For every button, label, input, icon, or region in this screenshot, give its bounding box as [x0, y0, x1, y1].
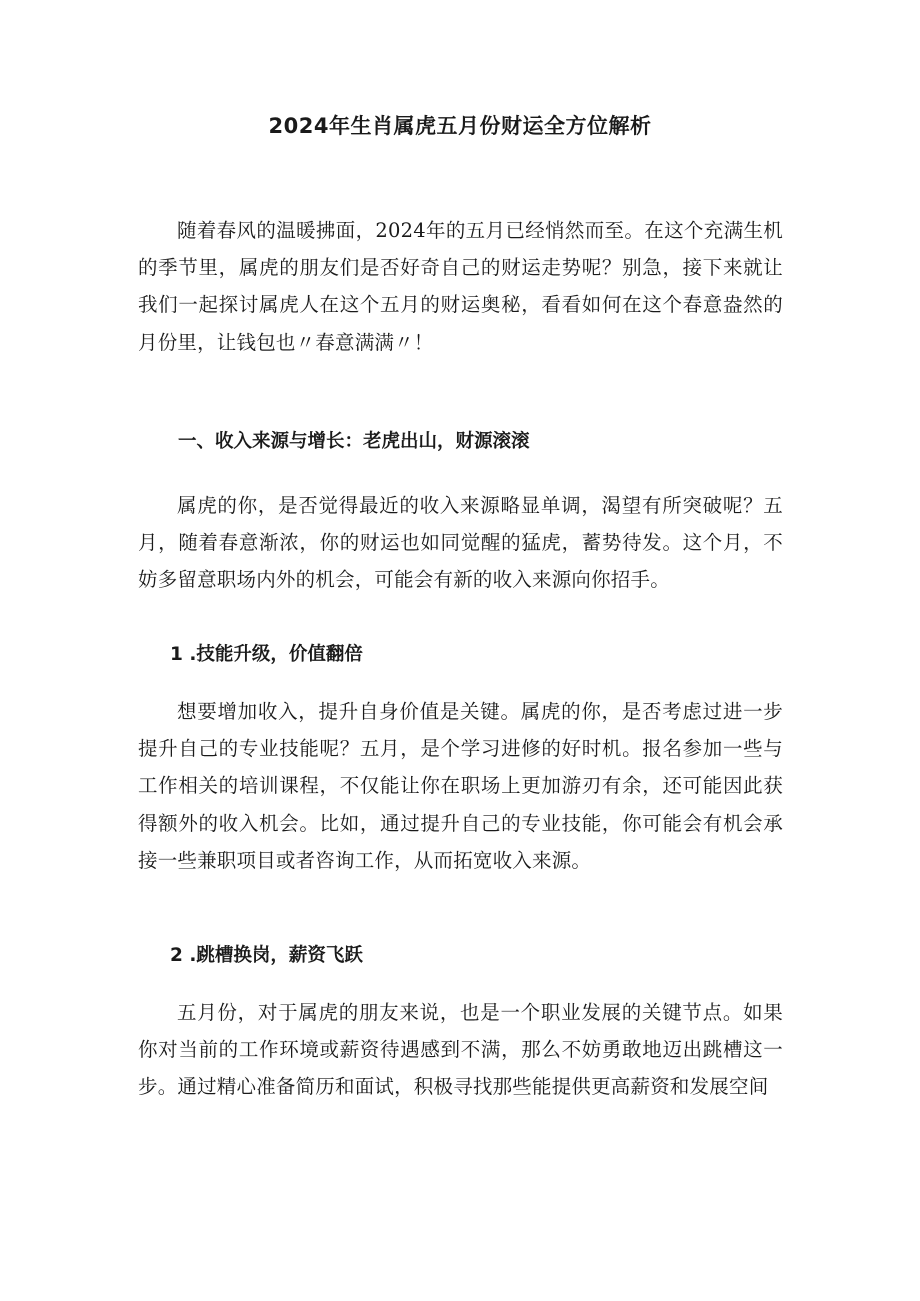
subsection-paragraph-job-change: 五月份，对于属虎的朋友来说，也是一个职业发展的关键节点。如果你对当前的工作环境或薪资待遇感到不满，那么不妨勇敢地迈出跳槽这一步。通过精心准备简历和面试，积极寻找那些能提供更高薪资和发展空间 [138, 1001, 783, 1099]
intro-paragraph: 随着春风的温暖拂面，2024年的五月已经悄然而至。在这个充满生机的季节里，属虎的朋友们是否好奇自己的财运走势呢？别急，接下来就让我们一起探讨属虎人在这个五月的财运奥秘，看看如何在这个春意盎然的月份里，让钱包也〃春意满满〃！ [138, 219, 783, 354]
section-paragraph-income: 属虎的你，是否觉得最近的收入来源略显单调，渴望有所突破呢？五月，随着春意渐浓，你的财运也如同觉醒的猛虎，蓄势待发。这个月，不妨多留意职场内外的机会，可能会有新的收入来源向你招手。 [138, 494, 783, 592]
page-title: 2024年生肖属虎五月份财运全方位解析 [268, 114, 652, 138]
subsection-heading-job-change: 2 .跳槽换岗，薪资飞跃 [170, 945, 363, 966]
subsection-heading-skills: 1 .技能升级，价值翻倍 [170, 644, 363, 665]
section-heading-income: 一、收入来源与增长：老虎出山，财源滚滚 [178, 431, 530, 452]
subsection-paragraph-skills: 想要增加收入，提升自身价值是关键。属虎的你，是否考虑过进一步提升自己的专业技能呢？五月，是个学习进修的好时机。报名参加一些与工作相关的培训课程，不仅能让你在职场上更加游刃有余，还可能因此获得额外的收入机会。比如，通过提升自己的专业技能，你可能会有机会承接一些兼职项目或者咨询工作，从而拓宽收入来源。 [138, 700, 783, 872]
